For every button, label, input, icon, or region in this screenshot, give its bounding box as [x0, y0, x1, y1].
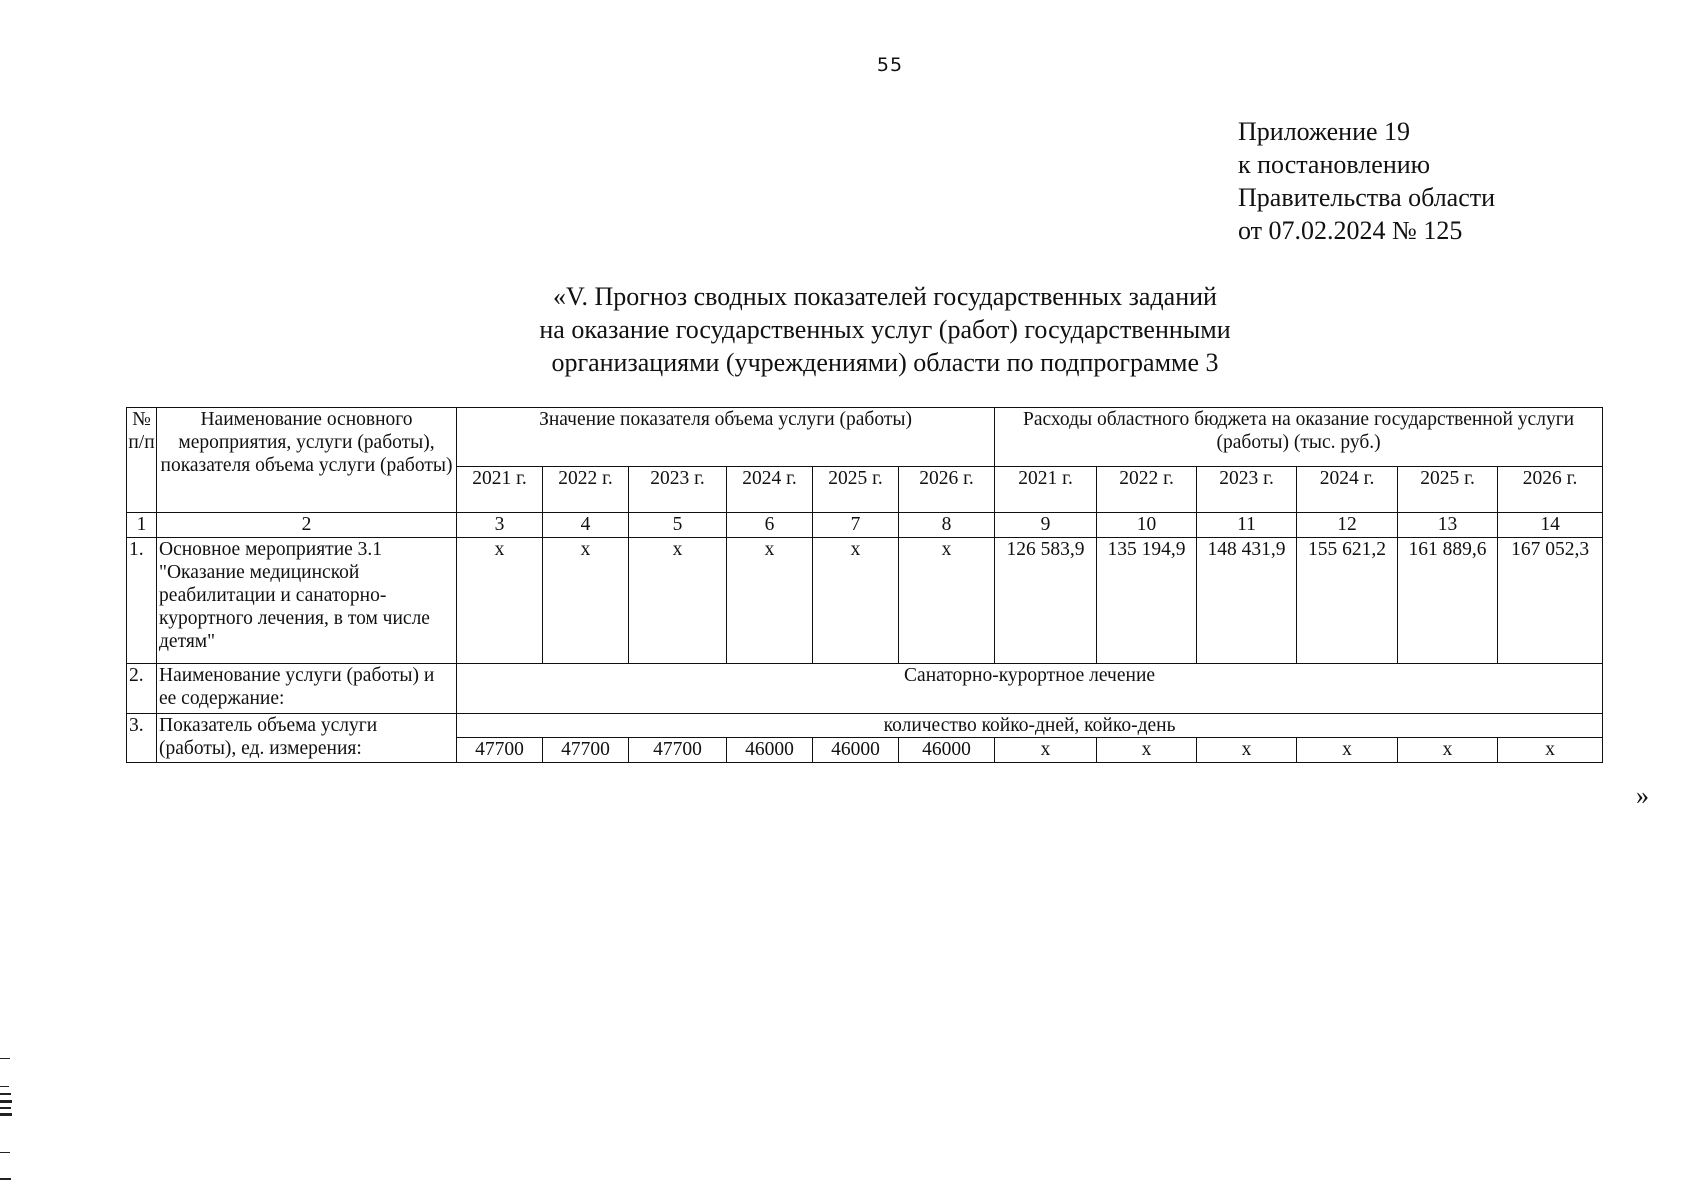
appendix-block — [1238, 115, 1495, 247]
row3-volume-2026: 46000 — [899, 738, 995, 763]
row1-expense-2022: 135 194,9 — [1097, 538, 1197, 664]
col-number-8: 8 — [899, 513, 995, 538]
scan-mark — [0, 1100, 12, 1103]
col-number-14: 14 — [1498, 513, 1603, 538]
row3-num: 3. — [127, 714, 157, 763]
header-year-exp-2026: 2026 г. — [1498, 467, 1603, 513]
col-number-11: 11 — [1197, 513, 1297, 538]
row3-expense-2025: х — [1398, 738, 1498, 763]
appendix-line-2: к постановлению — [1238, 150, 1431, 179]
row1-expense-2024: 155 621,2 — [1297, 538, 1398, 664]
scan-mark — [0, 1093, 11, 1095]
appendix-line-1: Приложение 19 — [1238, 117, 1411, 146]
row3-expense-2023: х — [1197, 738, 1297, 763]
row1-volume-2022: х — [543, 538, 629, 664]
page-number: 55 — [876, 54, 904, 76]
col-number-3: 3 — [457, 513, 543, 538]
row1-expense-2021: 126 583,9 — [995, 538, 1097, 664]
row1-expense-2025: 161 889,6 — [1398, 538, 1498, 664]
col-number-7: 7 — [813, 513, 899, 538]
row1-volume-2024: х — [727, 538, 813, 664]
title-line-2: на оказание государственных услуг (работ) государственными — [539, 315, 1231, 344]
row3-unit: количество койко-дней, койко-день — [457, 714, 1603, 738]
closing-quote: » — [1636, 781, 1649, 810]
col-number-1: 1 — [127, 513, 157, 538]
col-number-5: 5 — [629, 513, 727, 538]
scan-mark — [0, 1107, 11, 1109]
scan-mark — [0, 1113, 12, 1116]
row2-name: Наименование услуги (работы) и ее содержание: — [157, 664, 457, 714]
appendix-line-3: Правительства области — [1238, 183, 1496, 212]
row3-expense-2022: х — [1097, 738, 1197, 763]
row3-volume-2021: 47700 — [457, 738, 543, 763]
header-year-vol-2024: 2024 г. — [727, 467, 813, 513]
col-number-12: 12 — [1297, 513, 1398, 538]
header-year-exp-2023: 2023 г. — [1197, 467, 1297, 513]
header-year-exp-2022: 2022 г. — [1097, 467, 1197, 513]
col-number-13: 13 — [1398, 513, 1498, 538]
row1-name: Основное мероприятие 3.1 "Оказание медицинской реабилитации и санаторно-курортного лечения, в том числе детям" — [157, 538, 457, 664]
col-number-2: 2 — [157, 513, 457, 538]
row3-expense-2026: х — [1498, 738, 1603, 763]
header-year-exp-2024: 2024 г. — [1297, 467, 1398, 513]
header-volume-group: Значение показателя объема услуги (работы) — [457, 408, 995, 467]
row2-num: 2. — [127, 664, 157, 714]
row3-volume-2022: 47700 — [543, 738, 629, 763]
row1-volume-2023: х — [629, 538, 727, 664]
row3-name: Показатель объема услуги (работы), ед. измерения: — [157, 714, 457, 763]
header-year-vol-2025: 2025 г. — [813, 467, 899, 513]
scan-mark — [0, 1178, 11, 1180]
header-name: Наименование основного мероприятия, услуги (работы), показателя объема услуги (работы) — [157, 408, 457, 513]
row3-volume-2024: 46000 — [727, 738, 813, 763]
row1-expense-2023: 148 431,9 — [1197, 538, 1297, 664]
header-year-vol-2021: 2021 г. — [457, 467, 543, 513]
col-number-6: 6 — [727, 513, 813, 538]
col-number-9: 9 — [995, 513, 1097, 538]
row3-expense-2024: х — [1297, 738, 1398, 763]
header-year-exp-2025: 2025 г. — [1398, 467, 1498, 513]
title-line-3: организациями (учреждениями) области по подпрограмме 3 — [551, 348, 1219, 377]
row3-expense-2021: х — [995, 738, 1097, 763]
scan-mark — [0, 1152, 10, 1153]
scan-mark — [0, 1058, 10, 1059]
row1-num: 1. — [127, 538, 157, 664]
row1-expense-2026: 167 052,3 — [1498, 538, 1603, 664]
col-number-4: 4 — [543, 513, 629, 538]
row2-service-value: Санаторно-курортное лечение — [457, 664, 1603, 714]
scan-mark — [0, 1086, 9, 1087]
row3-volume-2023: 47700 — [629, 738, 727, 763]
header-year-vol-2023: 2023 г. — [629, 467, 727, 513]
title-line-1: «V. Прогноз сводных показателей государственных заданий — [553, 282, 1217, 311]
header-year-vol-2026: 2026 г. — [899, 467, 995, 513]
row3-volume-2025: 46000 — [813, 738, 899, 763]
col-number-10: 10 — [1097, 513, 1197, 538]
row1-volume-2021: х — [457, 538, 543, 664]
row1-volume-2025: х — [813, 538, 899, 664]
section-title — [460, 280, 1310, 379]
forecast-table — [126, 407, 1603, 763]
header-year-vol-2022: 2022 г. — [543, 467, 629, 513]
header-num: № п/п — [127, 408, 157, 513]
header-expense-group: Расходы областного бюджета на оказание государственной услуги (работы) (тыс. руб.) — [995, 408, 1603, 467]
header-year-exp-2021: 2021 г. — [995, 467, 1097, 513]
row1-volume-2026: х — [899, 538, 995, 664]
appendix-line-4: от 07.02.2024 № 125 — [1238, 216, 1463, 245]
